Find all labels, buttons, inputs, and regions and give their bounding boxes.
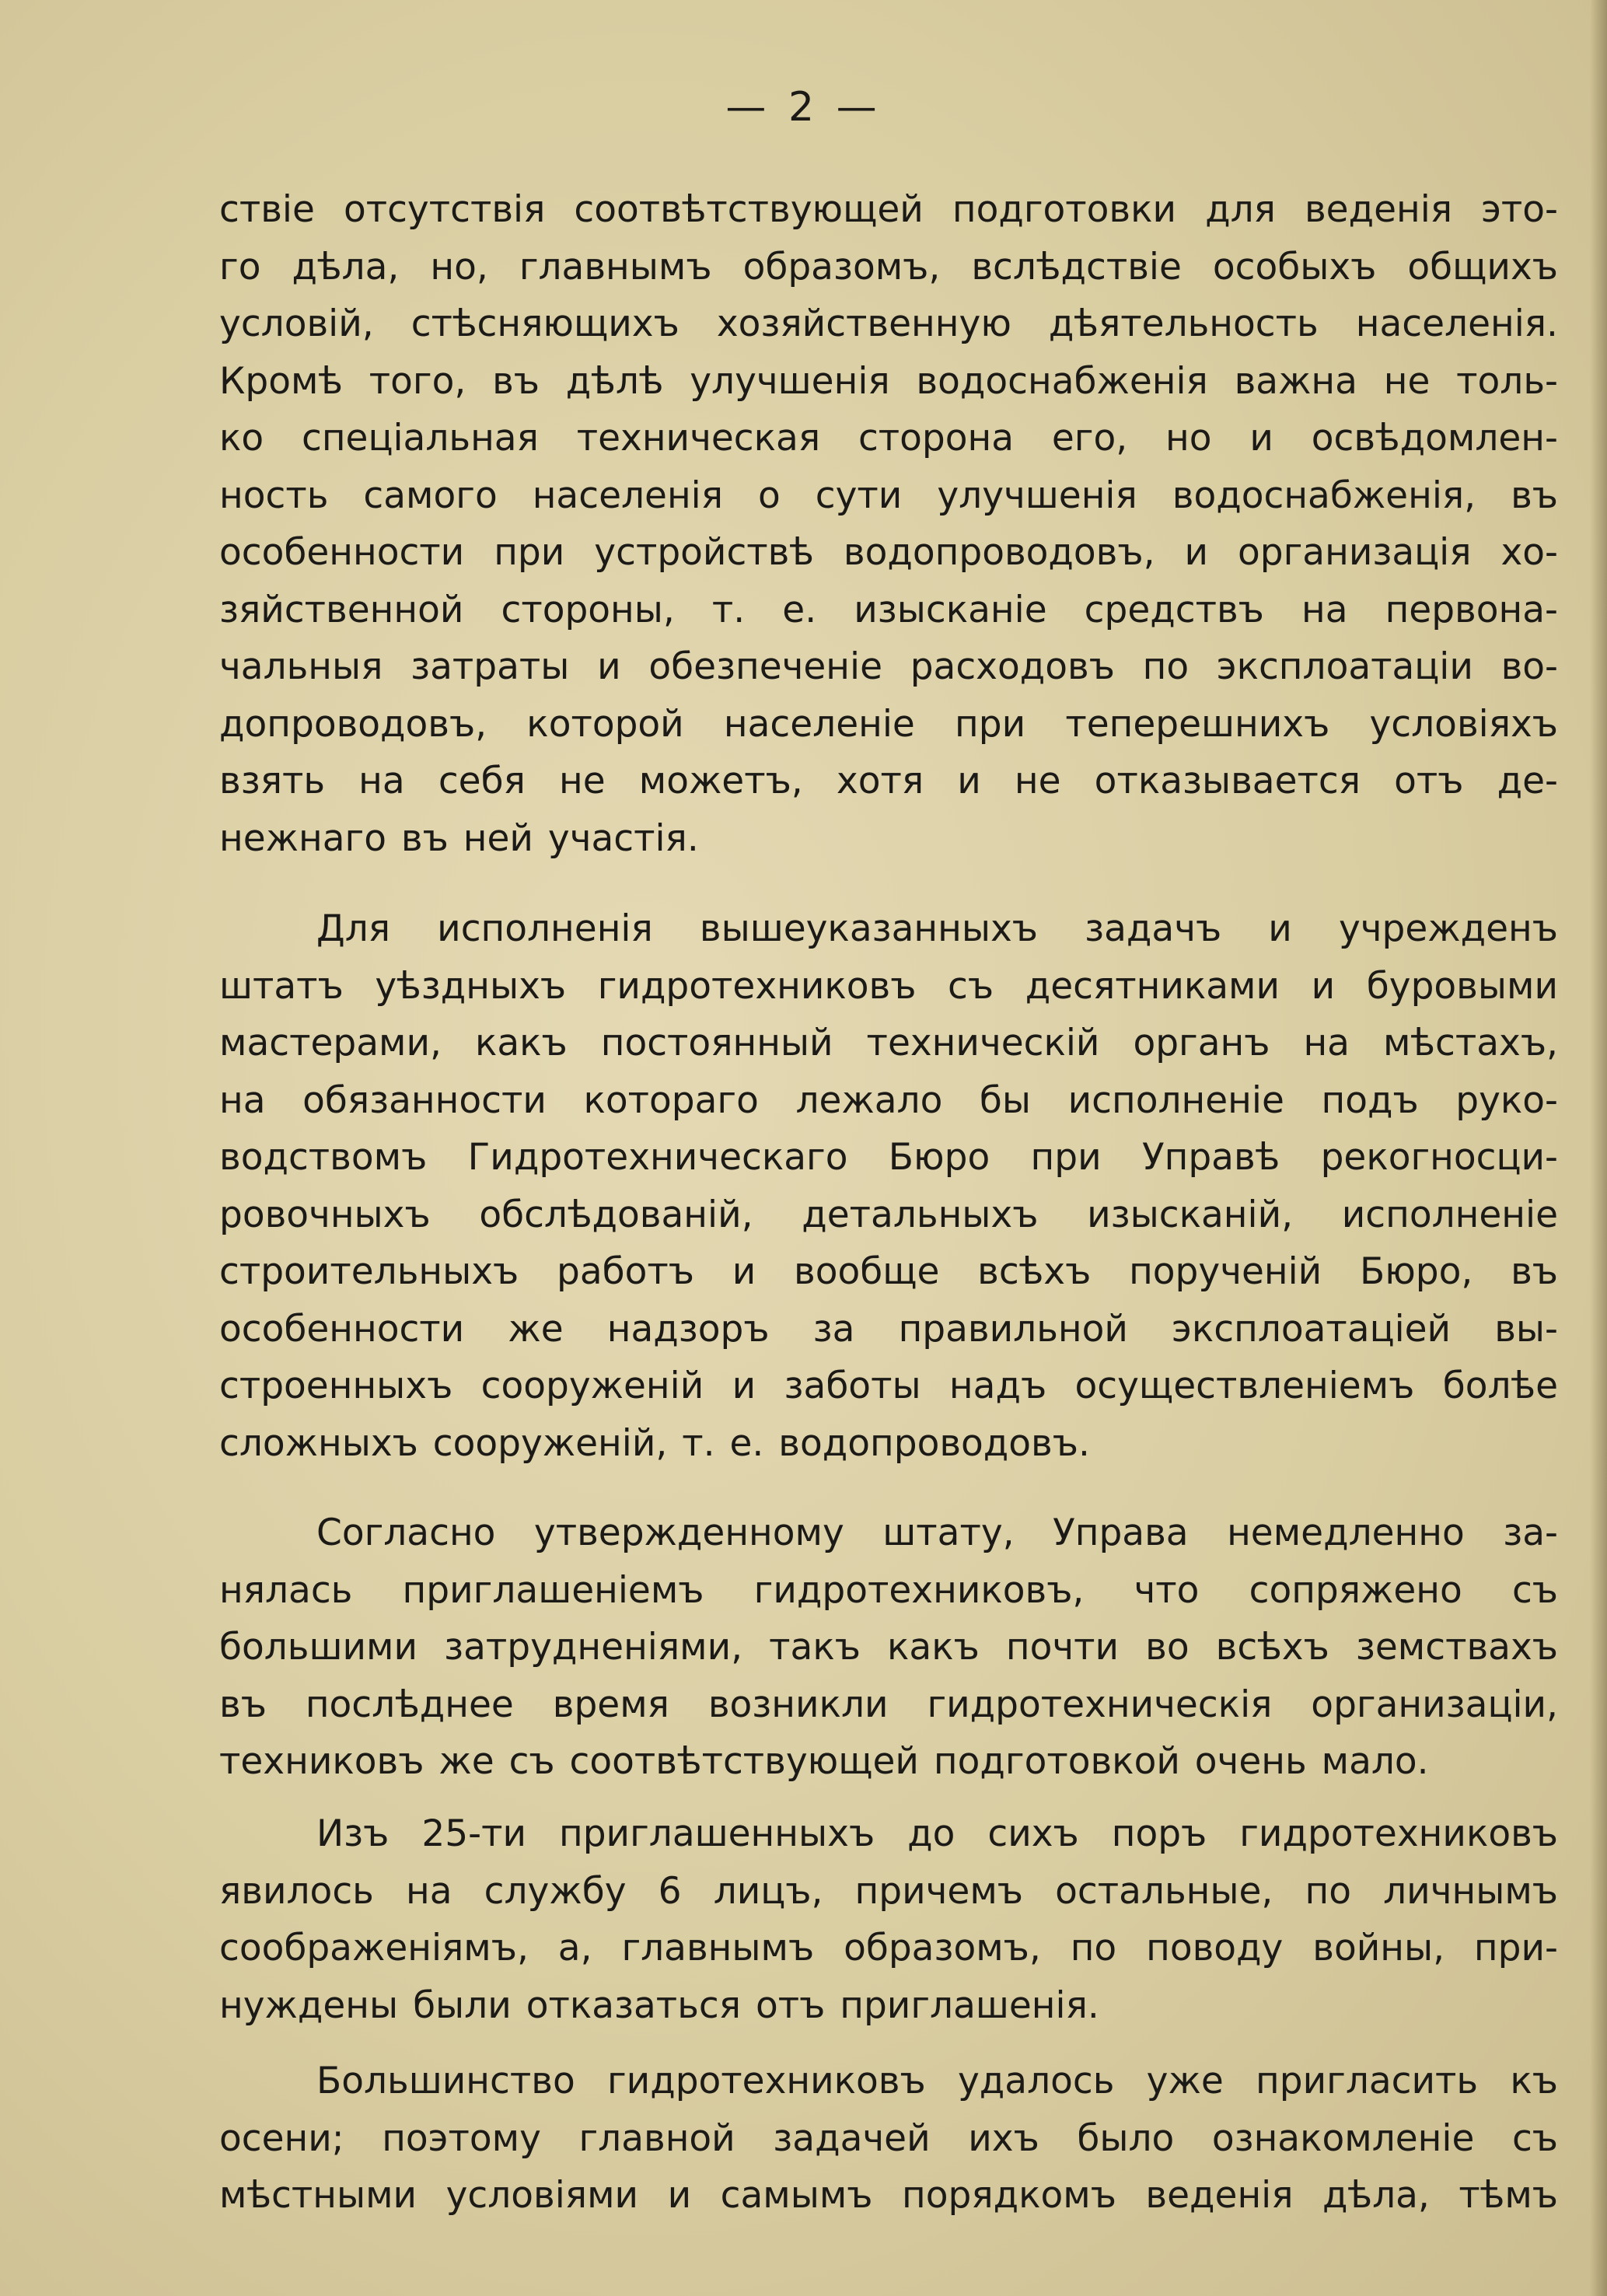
text-line: допроводовъ, которой населеніе при теперешнихъ условіяхъ (219, 702, 1558, 746)
text-line: строительныхъ работъ и вообще всѣхъ порученій Бюро, въ (219, 1250, 1558, 1293)
text-line: Согласно утвержденному штату, Управа немедленно за- (316, 1511, 1558, 1554)
text-line: нялась приглашеніемъ гидротехниковъ, что сопряжено съ (219, 1568, 1558, 1612)
paragraph-5 (219, 2053, 1558, 2224)
page-edge-shadow (1590, 0, 1607, 2296)
text-line: ровочныхъ обслѣдованій, детальныхъ изысканій, исполненіе (219, 1193, 1558, 1236)
text-line: Кромѣ того, въ дѣлѣ улучшенія водоснабженія важна не толь- (219, 359, 1558, 403)
text-line: мѣстными условіями и самымъ порядкомъ веденія дѣла, тѣмъ (219, 2174, 1558, 2217)
text-line: явилось на службу 6 лицъ, причемъ остальные, по личнымъ (219, 1869, 1558, 1913)
text-line: условій, стѣсняющихъ хозяйственную дѣятельность населенія. (219, 302, 1558, 345)
text-line: строенныхъ сооруженій и заботы надъ осуществленіемъ болѣе (219, 1365, 1558, 1407)
paragraph-3 (219, 1504, 1558, 1791)
paragraph-1 (219, 181, 1558, 867)
text-line: нуждены были отказаться отъ приглашенія. (219, 1983, 1099, 2027)
text-line: ность самого населенія о сути улучшенія водоснабженія, въ (219, 474, 1558, 517)
text-line: техниковъ же съ соотвѣтствующей подготовкой очень мало. (219, 1740, 1429, 1783)
text-line: нежнаго въ ней участія. (219, 816, 699, 860)
text-line: чальныя затраты и обезпеченіе расходовъ по эксплоатаціи во- (219, 645, 1558, 688)
text-line: водствомъ Гидротехническаго Бюро при Управѣ рекогносци- (219, 1136, 1558, 1179)
text-line: осени; поэтому главной задачей ихъ было ознакомленіе съ (219, 2116, 1558, 2160)
text-line: Большинство гидротехниковъ удалось уже пригласить къ (316, 2060, 1558, 2102)
text-line: зяйственной стороны, т. е. изысканіе средствъ на первона- (219, 588, 1558, 631)
text-line: на обязанности котораго лежало бы исполненіе подъ руко- (219, 1078, 1558, 1122)
text-line: го дѣла, но, главнымъ образомъ, вслѣдствіе особыхъ общихъ (219, 245, 1558, 288)
text-line: мастерами, какъ постоянный техническій органъ на мѣстахъ, (219, 1022, 1558, 1064)
text-line: штатъ уѣздныхъ гидротехниковъ съ десятниками и буровыми (219, 964, 1558, 1008)
text-line: особенности же надзоръ за правильной эксплоатаціей вы- (219, 1307, 1558, 1351)
page-number: — 2 — (725, 84, 882, 131)
text-line: Изъ 25-ти приглашенныхъ до сихъ поръ гидротехниковъ (316, 1812, 1558, 1855)
text-line: особенности при устройствѣ водопроводовъ, и организація хо- (219, 531, 1558, 574)
text-line: соображеніямъ, а, главнымъ образомъ, по поводу войны, при- (219, 1927, 1558, 1969)
paragraph-2 (219, 900, 1558, 1472)
text-line: сложныхъ сооруженій, т. е. водопроводовъ. (219, 1421, 1090, 1465)
text-line: ко спеціальная техническая сторона его, но и освѣдомлен- (219, 417, 1558, 460)
text-line: Для исполненія вышеуказанныхъ задачъ и учрежденъ (316, 907, 1558, 950)
text-line: большими затрудненіями, такъ какъ почти во всѣхъ земствахъ (219, 1626, 1558, 1669)
text-line: ствіе отсутствія соотвѣтствующей подготовки для веденія это- (219, 188, 1558, 231)
text-line: взять на себя не можетъ, хотя и не отказывается отъ де- (219, 760, 1558, 802)
paragraph-4 (219, 1805, 1558, 2034)
text-line: въ послѣднее время возникли гидротехническія организаціи, (219, 1683, 1558, 1726)
